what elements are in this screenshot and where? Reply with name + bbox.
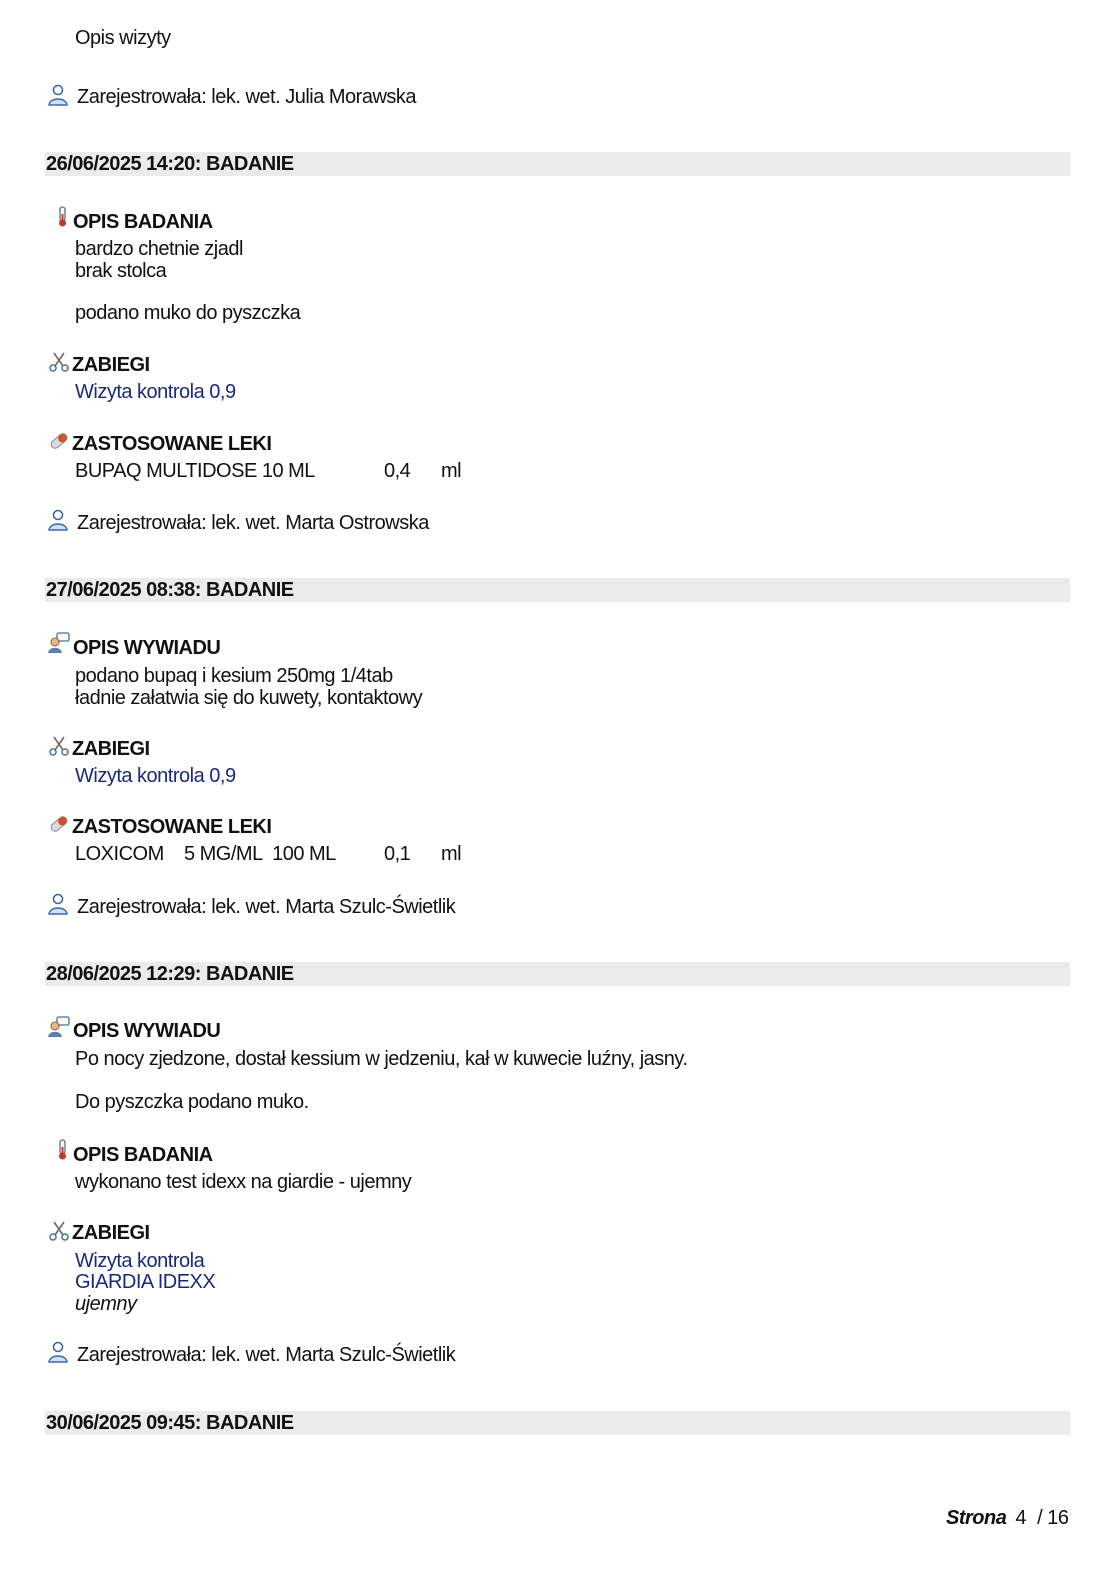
page-number: 4: [1015, 1507, 1027, 1529]
procedure-link[interactable]: Wizyta kontrola 0,9: [75, 381, 236, 403]
entry-header: 26/06/2025 14:20: BADANIE: [45, 152, 1070, 176]
drug-unit: ml: [441, 843, 462, 865]
doctor-icon: [47, 84, 69, 106]
drug-qty: 0,4: [384, 460, 411, 482]
section-title: OPIS WYWIADU: [73, 637, 221, 659]
opis-wizyty-label: Opis wizyty: [75, 27, 171, 49]
page-footer: [946, 1507, 1068, 1530]
text-line: Do pyszczka podano muko.: [75, 1091, 309, 1113]
section-title: ZASTOSOWANE LEKI: [72, 816, 272, 838]
doctor-icon: [47, 1341, 69, 1363]
registered-by: Zarejestrowała: lek. wet. Marta Szulc-Świetlik: [77, 1344, 456, 1366]
scissors-icon: [48, 351, 70, 373]
text-line: Po nocy zjedzone, dostał kessium w jedzeniu, kał w kuwecie luźny, jasny.: [75, 1048, 688, 1070]
interview-icon: [48, 632, 70, 654]
drug-qty: 0,1: [384, 843, 411, 865]
entry-header: 28/06/2025 12:29: BADANIE: [45, 962, 1070, 986]
pill-icon: [48, 813, 70, 835]
thermometer-icon: [52, 1139, 74, 1161]
text-line: podano muko do pyszczka: [75, 302, 301, 324]
text-line: wykonano test idexx na giardie - ujemny: [75, 1171, 412, 1193]
procedure-note: ujemny: [75, 1293, 137, 1315]
thermometer-icon: [52, 206, 74, 228]
text-line: brak stolca: [75, 260, 167, 282]
section-title: ZABIEGI: [72, 354, 150, 376]
pill-icon: [48, 430, 70, 452]
page-label: Strona: [946, 1507, 1007, 1529]
text-line: podano bupaq i kesium 250mg 1/4tab: [75, 665, 393, 687]
scissors-icon: [48, 1220, 70, 1242]
page-total: / 16: [1037, 1507, 1069, 1529]
registered-by: Zarejestrowała: lek. wet. Marta Ostrowska: [77, 512, 429, 534]
scissors-icon: [48, 735, 70, 757]
section-title: ZASTOSOWANE LEKI: [72, 433, 272, 455]
drug-name: BUPAQ MULTIDOSE 10 ML: [75, 460, 315, 482]
section-title: OPIS BADANIA: [73, 211, 213, 233]
entry-header: 30/06/2025 09:45: BADANIE: [45, 1411, 1070, 1435]
section-title: ZABIEGI: [72, 738, 150, 760]
entry-header: 27/06/2025 08:38: BADANIE: [45, 578, 1070, 602]
doctor-icon: [47, 893, 69, 915]
section-title: OPIS BADANIA: [73, 1144, 213, 1166]
drug-unit: ml: [441, 460, 462, 482]
text-line: ładnie załatwia się do kuwety, kontaktowy: [75, 687, 423, 709]
drug-name: LOXICOM 5 MG/ML 100 ML: [75, 843, 336, 865]
text-line: bardzo chetnie zjadl: [75, 238, 243, 260]
procedure-link[interactable]: Wizyta kontrola: [75, 1250, 205, 1272]
section-title: OPIS WYWIADU: [73, 1020, 221, 1042]
registered-by: Zarejestrowała: lek. wet. Marta Szulc-Świetlik: [77, 896, 456, 918]
registered-by: Zarejestrowała: lek. wet. Julia Morawska: [77, 86, 417, 108]
section-title: ZABIEGI: [72, 1222, 150, 1244]
interview-icon: [48, 1016, 70, 1038]
procedure-link[interactable]: Wizyta kontrola 0,9: [75, 765, 236, 787]
doctor-icon: [47, 509, 69, 531]
procedure-link[interactable]: GIARDIA IDEXX: [75, 1271, 216, 1293]
